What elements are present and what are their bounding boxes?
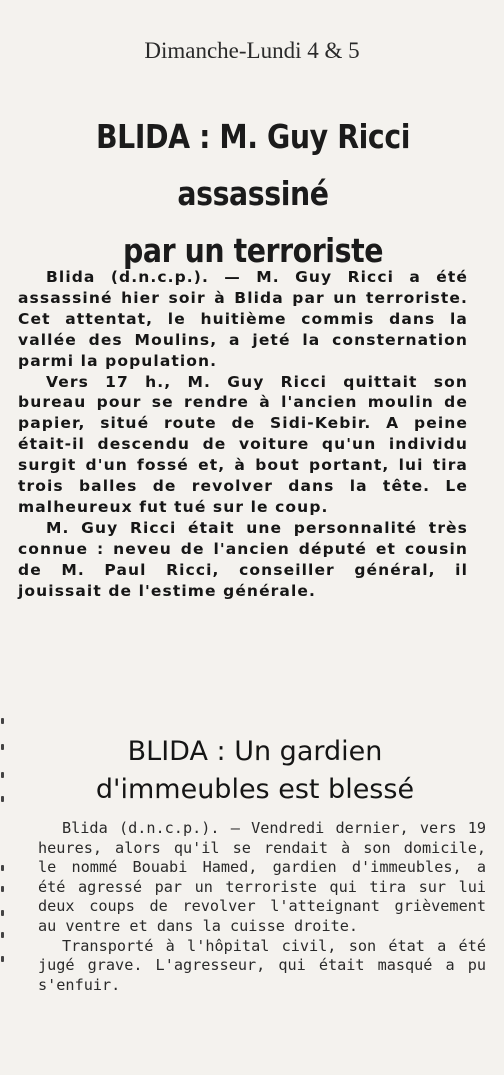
date-line: Dimanche-Lundi 4 & 5 — [144, 38, 360, 63]
print-mark — [1, 718, 4, 724]
article1-headline-line: assassiné — [177, 174, 329, 213]
print-mark — [1, 910, 4, 916]
article2-headline-line: d'immeubles est blessé — [95, 774, 415, 805]
article1-paragraph: Vers 17 h., M. Guy Ricci quittait son bureau pour se rendre à l'ancien moulin de papier, situé route de Sidi-Kebir. A peine était-il descendu de voiture qu'un individu surgit d'un fossé et, à bout portant, lui tira trois balles de revolver dans la tête. Le malheureux fut tué sur le coup. — [18, 372, 468, 516]
article1-headline — [51, 108, 455, 279]
print-mark — [1, 796, 4, 802]
article1-body — [18, 267, 468, 602]
article1-paragraph: M. Guy Ricci était une personnalité très connue : neveu de l'ancien député et cousin de M. Paul Ricci, conseiller général, il jouissait de l'estime générale. — [18, 518, 468, 600]
article2-paragraph: Blida (d.n.c.p.). — Vendredi dernier, vers 19 heures, alors qu'il se rendait à son domicile, le nommé Bouabi Hamed, gardien d'immeubles, a été agressé par un terroriste qui tira sur lui deux coups de revolver l'atteignant grièvement au ventre et dans la cuisse droite. — [38, 819, 486, 935]
article2-paragraph: Transporté à l'hôpital civil, son état a été jugé grave. L'agresseur, qui était masqué a pu s'enfuir. — [38, 936, 486, 994]
left-margin-print-marks — [0, 700, 10, 1000]
print-mark — [1, 772, 4, 778]
print-mark — [1, 956, 4, 962]
article2-body — [38, 819, 486, 995]
article2-headline — [30, 733, 480, 809]
article1-headline-line: par un terroriste — [122, 231, 384, 270]
print-mark — [1, 932, 4, 938]
print-mark — [1, 886, 4, 892]
article1-paragraph: Blida (d.n.c.p.). — M. Guy Ricci a été assassiné hier soir à Blida par un terroriste. Cet attentat, le huitième commis dans la vallée des Moulins, a jeté la consternation parmi la population. — [18, 268, 468, 370]
print-mark — [1, 865, 4, 871]
article2-headline-line: BLIDA : Un gardien — [127, 736, 383, 767]
article1-headline-line: BLIDA : M. Guy Ricci — [95, 117, 411, 156]
print-mark — [1, 744, 4, 750]
